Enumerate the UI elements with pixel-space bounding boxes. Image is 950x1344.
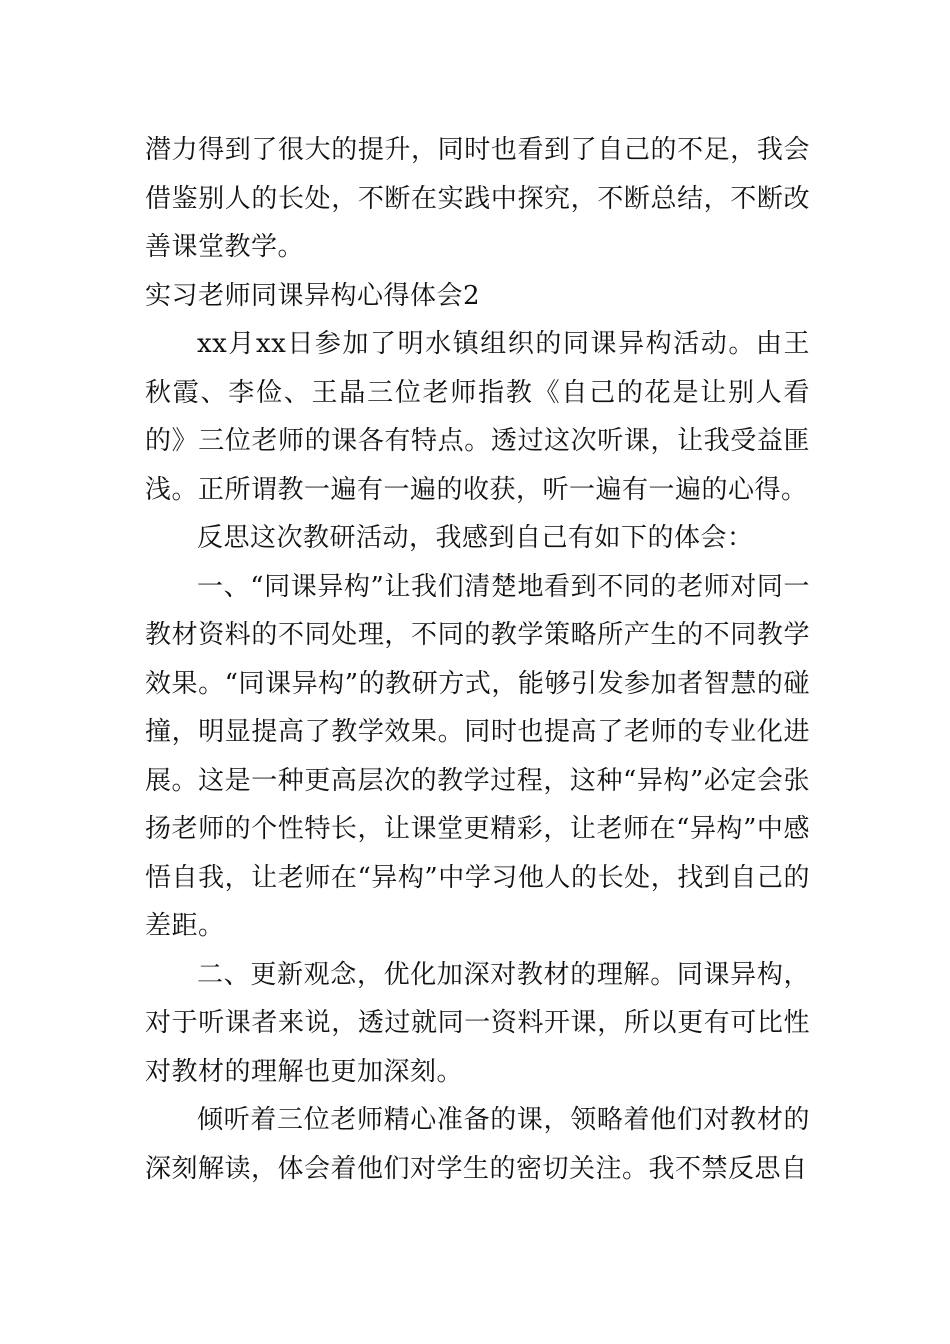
paragraph-intro: xx月xx日参加了明水镇组织的同课异构活动。由王秋霞、李俭、王晶三位老师指教《自己的花是让别人看的》三位老师的课各有特点。透过这次听课，让我受益匪浅。正所谓教一遍有一遍的收获，听一遍有一遍的心得。 (145, 329, 810, 505)
paragraph-continuation: 潜力得到了很大的提升，同时也看到了自己的不足，我会借鉴别人的长处，不断在实践中探究，不断总结，不断改善课堂教学。 (145, 135, 810, 262)
paragraph-point-two: 二、更新观念，优化加深对教材的理解。同课异构，对于听课者来说，透过就同一资料开课，所以更有可比性对教材的理解也更加深刻。 (145, 959, 810, 1087)
paragraph-point-one: 一、“同课异构”让我们清楚地看到不同的老师对同一教材资料的不同处理，不同的教学策略所产生的不同教学效果。“同课异构”的教研方式，能够引发参加者智慧的碰撞，明显提高了教学效果。同时也提高了老师的专业化进展。这是一种更高层次的教学过程，这种“异构”必定会张扬老师的个性特长，让课堂更精彩，让老师在“异构”中感悟自我，让老师在“异构”中学习他人的长处，找到自己的差距。 (145, 571, 810, 941)
section-heading: 实习老师同课异构心得体会2 (145, 280, 481, 311)
paragraph-reflection: 反思这次教研活动，我感到自己有如下的体会： (197, 523, 754, 553)
paragraph-listening: 倾听着三位老师精心准备的课，领略着他们对教材的深刻解读，体会着他们对学生的密切关注。我不禁反思自 (145, 1105, 810, 1184)
document-body (145, 126, 810, 1193)
